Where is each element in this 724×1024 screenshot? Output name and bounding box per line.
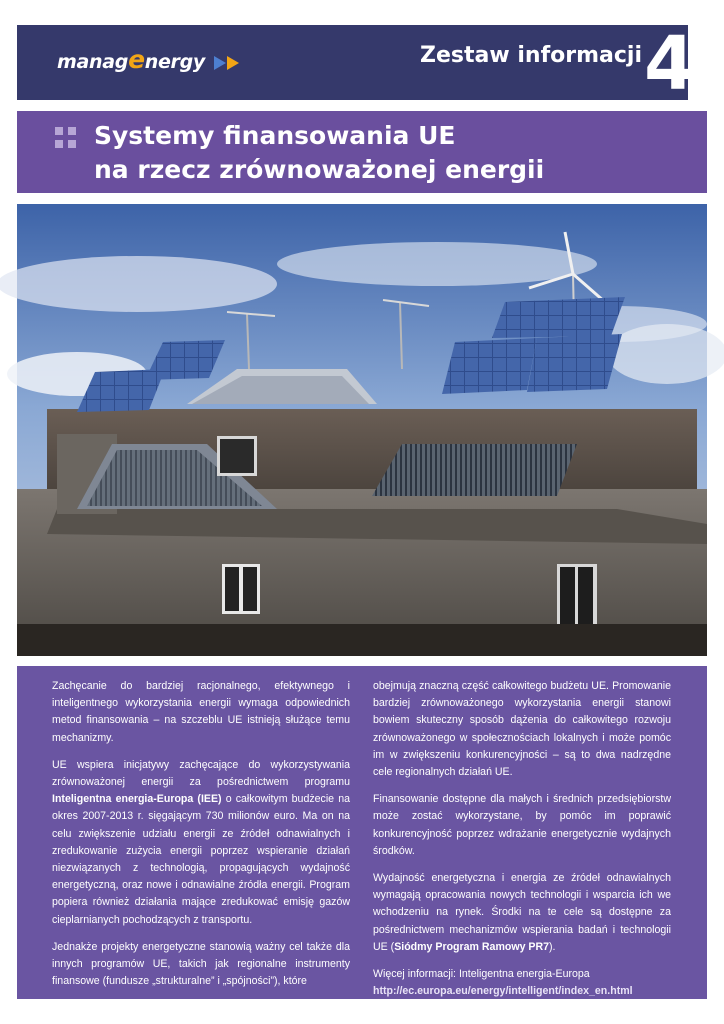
left-paragraph-2-rest: o całkowitym budżecie na okres 2007-2013 r. sięgającym 730 milionów euro. Ma on na celu zwiększenie udziału energii ze źródeł odnawialnych i zredukowanie zużycia energii poprzez wspieranie działań niezwiązanych z technologią, propagujących wydajność energetyczną, oraz nowe i odnawialne źródła energii. Program popiera również działania mające zredukować emisję gazów cieplarnianych pochodzących z transportu. <box>52 793 350 926</box>
left-paragraph-2-text: UE wspiera inicjatywy zachęcające do wykorzystywania zrównoważonej energii za pośrednictwem programu <box>52 758 350 789</box>
manag-energy-logo <box>57 45 244 75</box>
more-info-paragraph <box>373 966 671 1000</box>
title-band <box>17 111 707 193</box>
left-paragraph-3: Jednakże projekty energetyczne stanowią ważny cel także dla innych programów UE, takich jak regionalne instrumenty finansowe (fundusze „strukturalne” i „spójności”), które <box>52 940 350 988</box>
iee-program-name: Inteligentna energia-Europa (IEE) <box>52 793 222 806</box>
logo-text-part1: manag <box>57 51 129 73</box>
logo-text-accent: e <box>128 45 145 74</box>
rooftop-solar-illustration <box>17 204 707 656</box>
body-column-right <box>373 678 671 1000</box>
page-title-line2: na rzecz zrównoważonej energii <box>94 155 545 184</box>
sheet-number: 4 <box>644 21 696 107</box>
logo-text-part3: nergy <box>144 51 206 73</box>
body-text-panel <box>17 666 707 999</box>
more-info-link[interactable]: http://ec.europa.eu/energy/intelligent/index_en.html <box>373 985 633 998</box>
fp7-program-name: Siódmy Program Ramowy PR7 <box>394 940 550 953</box>
more-info-label: Więcej informacji: Inteligentna energia-Europa <box>373 968 590 981</box>
body-column-left <box>52 678 350 1000</box>
right-paragraph-2: Finansowanie dostępne dla małych i średnich przedsiębiorstw może zostać wykorzystane, by pomóc im poprawić konkurencyjność poprzez wdrażanie energetycznie wydajnych środków. <box>373 793 671 857</box>
rooftop-solar-photo <box>17 204 707 656</box>
right-paragraph-3 <box>373 870 671 956</box>
header-bar <box>17 21 696 107</box>
right-paragraph-1: obejmują znaczną część całkowitego budżetu UE. Promowanie bardziej zrównoważonego wykorzystania energii stanowi bowiem skuteczny sposób dążenia do całkowitego rozwoju zrównoważonego w społecznościach lokalnych i może pomóc im w zwiększeniu konkurencyjności – są to dwa nadrzędne cele regionalnych działań UE. <box>373 680 671 779</box>
header-title: Zestaw informacji <box>420 43 642 68</box>
page-title <box>94 119 544 187</box>
logo-arrows-icon <box>214 55 244 71</box>
right-paragraph-3-end: ). <box>549 940 556 953</box>
title-bullet-icon <box>55 127 83 147</box>
right-paragraph-3-text: Wydajność energetyczna i energia ze źródeł odnawialnych wymagają opracowania nowych technologii i wsparcia ich we wchodzeniu na rynek. Środki na te cele są dostępne za pośrednictwem mechanizmów wspierania badań i technologii UE ( <box>373 872 671 953</box>
left-paragraph-2 <box>52 757 350 929</box>
page-title-line1: Systemy finansowania UE <box>94 121 456 150</box>
left-paragraph-1: Zachęcanie do bardziej racjonalnego, efektywnego i inteligentnego wykorzystania energii wymaga odpowiednich metod finansowania – na szczeblu UE istnieją służące temu mechanizmy. <box>52 680 350 744</box>
